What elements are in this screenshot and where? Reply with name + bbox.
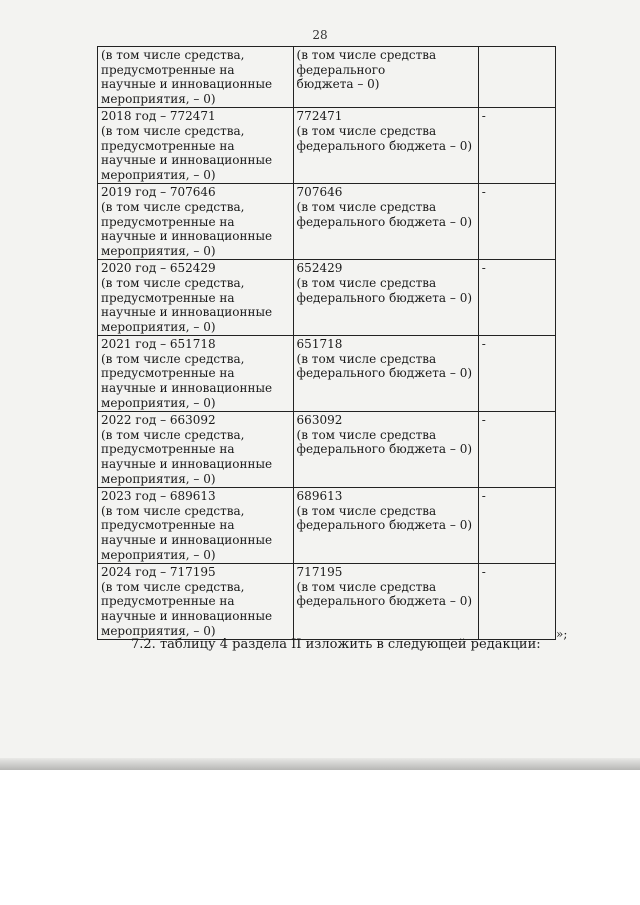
cell-line: (в том числе средства	[296, 579, 437, 594]
cell-line: -	[481, 109, 486, 124]
cell-line: мероприятия, – 0)	[101, 547, 216, 562]
funding-table-body	[98, 47, 556, 640]
cell-line: 689613	[296, 489, 343, 504]
other-sources-cell	[478, 260, 555, 336]
cell-line: (в том числе средства	[296, 503, 437, 518]
cell-line: 651718	[296, 337, 343, 352]
other-sources-cell	[478, 336, 555, 412]
table-row	[98, 564, 556, 640]
cell-line: (в том числе средства,	[101, 579, 245, 594]
federal-budget-cell	[293, 108, 478, 184]
federal-budget-cell	[293, 260, 478, 336]
cell-line: мероприятия, – 0)	[101, 167, 216, 182]
funding-table	[97, 46, 556, 640]
cell-line: (в том числе средства,	[101, 123, 245, 138]
table-row	[98, 108, 556, 184]
cell-line: 2019 год – 707646	[101, 185, 216, 200]
cell-line: (в том числе средства	[296, 351, 437, 366]
cell-line: федерального бюджета – 0)	[296, 518, 473, 533]
cell-line: предусмотренные на	[101, 138, 235, 153]
cell-line: бюджета – 0)	[296, 77, 380, 92]
cell-line: федерального бюджета – 0)	[296, 442, 473, 457]
other-sources-cell	[478, 564, 555, 640]
cell-line: предусмотренные на	[101, 366, 235, 381]
cell-line: -	[481, 261, 486, 276]
other-sources-cell	[478, 184, 555, 260]
federal-budget-cell	[293, 412, 478, 488]
cell-line: 663092	[296, 413, 343, 428]
cell-line: научные и инновационные	[101, 77, 273, 92]
cell-line: предусмотренные на	[101, 290, 235, 305]
other-sources-cell	[478, 47, 555, 108]
cell-line: федерального	[296, 62, 386, 77]
cell-line: (в том числе средства	[296, 275, 437, 290]
cell-line: 2024 год – 717195	[101, 565, 216, 580]
federal-budget-cell	[293, 564, 478, 640]
cell-line: (в том числе средства,	[101, 199, 245, 214]
cell-line: мероприятия, – 0)	[101, 395, 216, 410]
cell-line: 707646	[296, 185, 343, 200]
table-row	[98, 336, 556, 412]
cell-line: мероприятия, – 0)	[101, 623, 216, 638]
federal-budget-cell	[293, 336, 478, 412]
other-sources-cell	[478, 108, 555, 184]
cell-line: научные и инновационные	[101, 305, 273, 320]
federal-budget-cell	[293, 47, 478, 108]
total-funding-cell	[98, 488, 294, 564]
total-funding-cell	[98, 184, 294, 260]
cell-line: (в том числе средства	[296, 427, 437, 442]
cell-line: федерального бюджета – 0)	[296, 366, 473, 381]
cell-line: (в том числе средства	[296, 199, 437, 214]
cell-line: предусмотренные на	[101, 594, 235, 609]
cell-line: мероприятия, – 0)	[101, 471, 216, 486]
cell-line: федерального бюджета – 0)	[296, 138, 473, 153]
table-row	[98, 184, 556, 260]
cell-line: (в том числе средства,	[101, 275, 245, 290]
instruction-text: 7.2. таблицу 4 раздела II изложить в следующей редакции:	[131, 637, 541, 652]
total-funding-cell	[98, 336, 294, 412]
federal-budget-cell	[293, 184, 478, 260]
table-row	[98, 47, 556, 108]
cell-line: научные и инновационные	[101, 533, 273, 547]
table-row	[98, 412, 556, 488]
cell-line: научные и инновационные	[101, 153, 273, 168]
cell-line: федерального бюджета – 0)	[296, 290, 473, 305]
cell-line: (в том числе средства	[296, 48, 437, 62]
cell-line: (в том числе средства,	[101, 351, 245, 366]
cell-line: 2021 год – 651718	[101, 337, 216, 352]
cell-line: (в том числе средства,	[101, 427, 245, 442]
cell-line: научные и инновационные	[101, 229, 273, 244]
federal-budget-cell	[293, 488, 478, 564]
cell-line: предусмотренные на	[101, 214, 235, 229]
cell-line: научные и инновационные	[101, 381, 273, 396]
cell-line: 2022 год – 663092	[101, 413, 216, 428]
table-row	[98, 260, 556, 336]
cell-line: 652429	[296, 261, 343, 276]
cell-line: 2018 год – 772471	[101, 109, 216, 124]
cell-line: -	[481, 337, 486, 352]
other-sources-cell	[478, 412, 555, 488]
cell-line: (в том числе средства,	[101, 48, 245, 62]
table-row	[98, 488, 556, 564]
cell-line: мероприятия, – 0)	[101, 243, 216, 258]
cell-line: -	[481, 185, 486, 200]
total-funding-cell	[98, 564, 294, 640]
cell-line: предусмотренные на	[101, 62, 235, 77]
total-funding-cell	[98, 412, 294, 488]
cell-line: мероприятия, – 0)	[101, 319, 216, 334]
cell-line: научные и инновационные	[101, 457, 273, 472]
cell-line: 772471	[296, 109, 343, 124]
cell-line: -	[481, 413, 486, 428]
cell-line: 2023 год – 689613	[101, 489, 216, 504]
cell-line: -	[481, 489, 486, 504]
cell-line: федерального бюджета – 0)	[296, 594, 473, 609]
cell-line: предусмотренные на	[101, 518, 235, 533]
total-funding-cell	[98, 108, 294, 184]
cell-line: 717195	[296, 565, 343, 580]
cell-line: мероприятия, – 0)	[101, 91, 216, 106]
cell-line: -	[481, 565, 486, 580]
cell-line: предусмотренные на	[101, 442, 235, 457]
cell-line: научные и инновационные	[101, 608, 273, 623]
page-number: 28	[312, 28, 328, 42]
cell-line: федерального бюджета – 0)	[296, 214, 473, 229]
total-funding-cell	[98, 260, 294, 336]
cell-line: (в том числе средства	[296, 123, 437, 138]
cell-line: 2020 год – 652429	[101, 261, 216, 276]
total-funding-cell	[98, 47, 294, 108]
cell-line: (в том числе средства,	[101, 503, 245, 518]
closing-quote: »;	[556, 627, 568, 641]
other-sources-cell	[478, 488, 555, 564]
